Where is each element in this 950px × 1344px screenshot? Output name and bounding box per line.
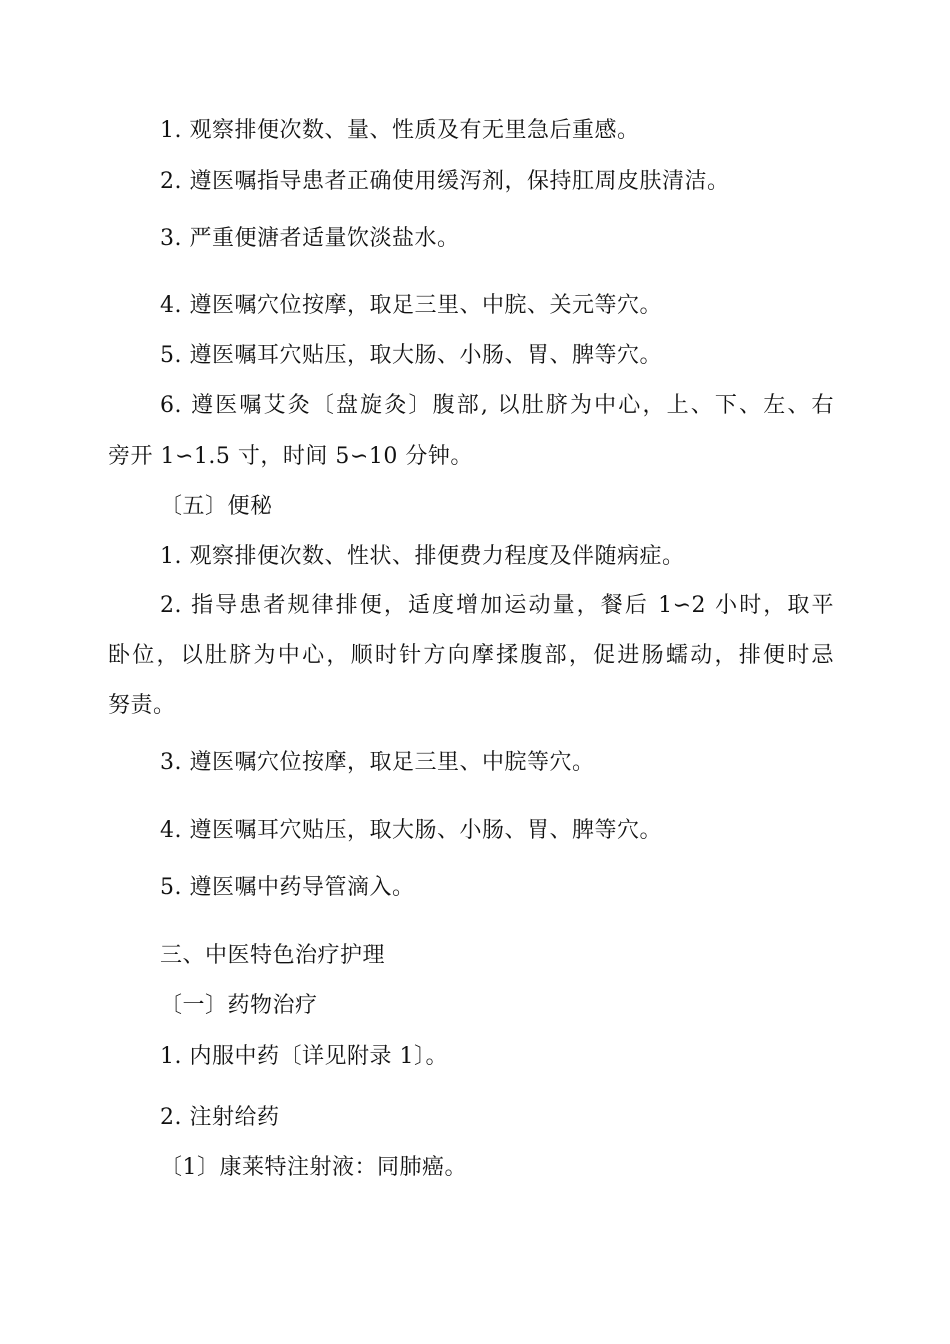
paragraph-line: 5. 遵医嘱中药导管滴入。: [160, 875, 415, 900]
paragraph-line: 1. 观察排便次数、性状、排便费力程度及伴随病症。: [160, 544, 685, 569]
paragraph-line: 卧位，以肚脐为中心，顺时针方向摩揉腹部，促进肠蠕动，排便时忌: [108, 643, 834, 668]
paragraph-line: 3. 严重便溏者适量饮淡盐水。: [160, 226, 460, 251]
paragraph-line: 2. 指导患者规律排便，适度增加运动量，餐后 1∽2 小时，取平: [160, 593, 834, 618]
section-heading: 〔五〕便秘: [160, 494, 273, 519]
paragraph-line: 4. 遵医嘱穴位按摩，取足三里、中脘、关元等穴。: [160, 293, 662, 318]
paragraph-line: 〔1〕康莱特注射液：同肺癌。: [160, 1155, 467, 1180]
paragraph-line: 3. 遵医嘱穴位按摩，取足三里、中脘等穴。: [160, 750, 595, 775]
paragraph-line: 1. 观察排便次数、量、性质及有无里急后重感。: [160, 118, 640, 143]
paragraph-line: 2. 遵医嘱指导患者正确使用缓泻剂，保持肛周皮肤清洁。: [160, 169, 730, 194]
paragraph-line: 4. 遵医嘱耳穴贴压，取大肠、小肠、胃、脾等穴。: [160, 818, 662, 843]
paragraph-line: 旁开 1∽1.5 寸，时间 5∽10 分钟。: [108, 444, 473, 469]
paragraph-line: 5. 遵医嘱耳穴贴压，取大肠、小肠、胃、脾等穴。: [160, 343, 662, 368]
paragraph-line: 1. 内服中药〔详见附录 1〕。: [160, 1044, 448, 1069]
paragraph-line: 2. 注射给药: [160, 1105, 280, 1130]
paragraph-line: 6. 遵医嘱艾灸〔盘旋灸〕腹部, 以肚脐为中心，上、下、左、右: [160, 393, 834, 418]
paragraph-line: 努责。: [108, 693, 176, 718]
section-heading: 三、中医特色治疗护理: [160, 943, 386, 968]
subsection-heading: 〔一〕药物治疗: [160, 993, 318, 1018]
